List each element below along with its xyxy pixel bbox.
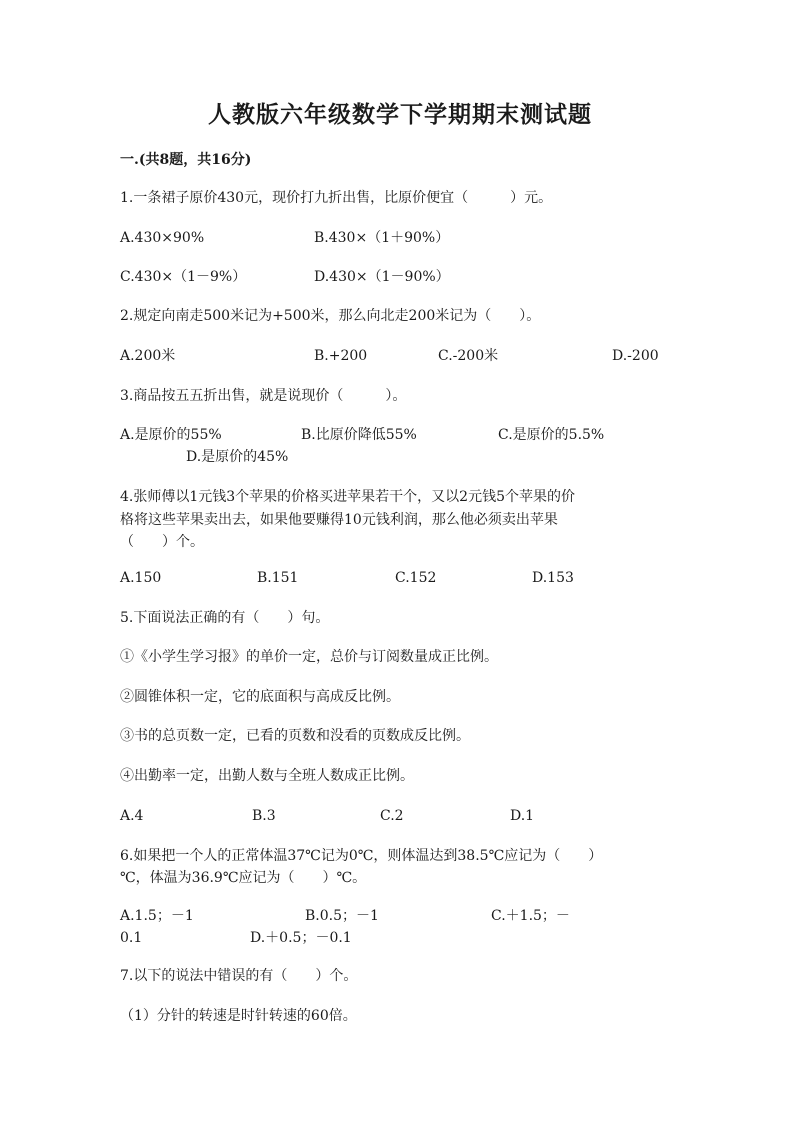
- question-6-option-c: C.＋1.5；－: [491, 908, 570, 924]
- question-7-stem: 7.以下的说法中错误的有（ ）个。: [120, 968, 358, 984]
- question-6-stem-line-2: ℃，体温为36.9℃应记为（ ）℃。: [120, 870, 367, 886]
- question-5-statement-1: ①《小学生学习报》的单价一定，总价与订阅数量成正比例。: [120, 649, 498, 665]
- question-4-option-b: B.151: [257, 570, 299, 586]
- question-1-option-c: C.430×（1－9%）: [120, 269, 247, 285]
- question-3-stem: 3.商品按五五折出售，就是说现价（ ）。: [120, 388, 407, 404]
- page-title: 人教版六年级数学下学期期末测试题: [208, 101, 592, 128]
- question-1-option-a: A.430×90%: [120, 230, 205, 246]
- question-4-stem-line-2: 格将这些苹果卖出去，如果他要赚得10元钱利润，那么他必须卖出苹果: [120, 512, 558, 528]
- question-4-stem-line-3: （ ）个。: [120, 534, 204, 550]
- question-5-option-d: D.1: [510, 808, 535, 824]
- question-5-statement-2: ②圆锥体积一定，它的底面积与高成反比例。: [120, 689, 400, 705]
- section-heading: 一.(共8题，共16分): [120, 152, 252, 168]
- question-3-option-b: B.比原价降低55%: [301, 427, 417, 443]
- question-5-stem: 5.下面说法正确的有（ ）句。: [120, 610, 330, 626]
- question-6-option-d: D.＋0.5；－0.1: [250, 930, 352, 946]
- question-4-option-c: C.152: [395, 570, 437, 586]
- question-2-option-d: D.-200: [612, 348, 659, 364]
- question-5-option-c: C.2: [380, 808, 404, 824]
- question-2-option-c: C.-200米: [438, 348, 499, 364]
- question-2-stem: 2.规定向南走500米记为+500米，那么向北走200米记为（ ）。: [120, 308, 541, 324]
- question-2-option-a: A.200米: [120, 348, 176, 364]
- question-3-option-a: A.是原价的55%: [120, 427, 222, 443]
- question-4-stem-line-1: 4.张师傅以1元钱3个苹果的价格买进苹果若干个，又以2元钱5个苹果的价: [120, 489, 575, 505]
- question-1-option-b: B.430×（1＋90%）: [314, 230, 450, 246]
- question-6-option-a: A.1.5；－1: [120, 908, 194, 924]
- question-2-option-b: B.+200: [314, 348, 368, 364]
- question-1-option-d: D.430×（1－90%）: [314, 269, 450, 285]
- question-5-statement-3: ③书的总页数一定，已看的页数和没看的页数成反比例。: [120, 728, 470, 744]
- question-7-statement-1: （1）分针的转速是时针转速的60倍。: [120, 1008, 357, 1024]
- question-4-option-a: A.150: [120, 570, 162, 586]
- question-6-option-b: B.0.5；－1: [305, 908, 379, 924]
- question-3-option-c: C.是原价的5.5%: [498, 427, 605, 443]
- question-6-option-c-continued: 0.1: [120, 930, 143, 946]
- question-5-option-a: A.4: [120, 808, 144, 824]
- question-1-stem: 1.一条裙子原价430元，现价打九折出售，比原价便宜（ ）元。: [120, 190, 553, 206]
- question-6-stem-line-1: 6.如果把一个人的正常体温37℃记为0℃，则体温达到38.5℃应记为（ ）: [120, 848, 603, 864]
- question-5-statement-4: ④出勤率一定，出勤人数与全班人数成正比例。: [120, 768, 414, 784]
- question-4-option-d: D.153: [532, 570, 574, 586]
- question-5-option-b: B.3: [252, 808, 276, 824]
- question-3-option-d: D.是原价的45%: [186, 449, 289, 465]
